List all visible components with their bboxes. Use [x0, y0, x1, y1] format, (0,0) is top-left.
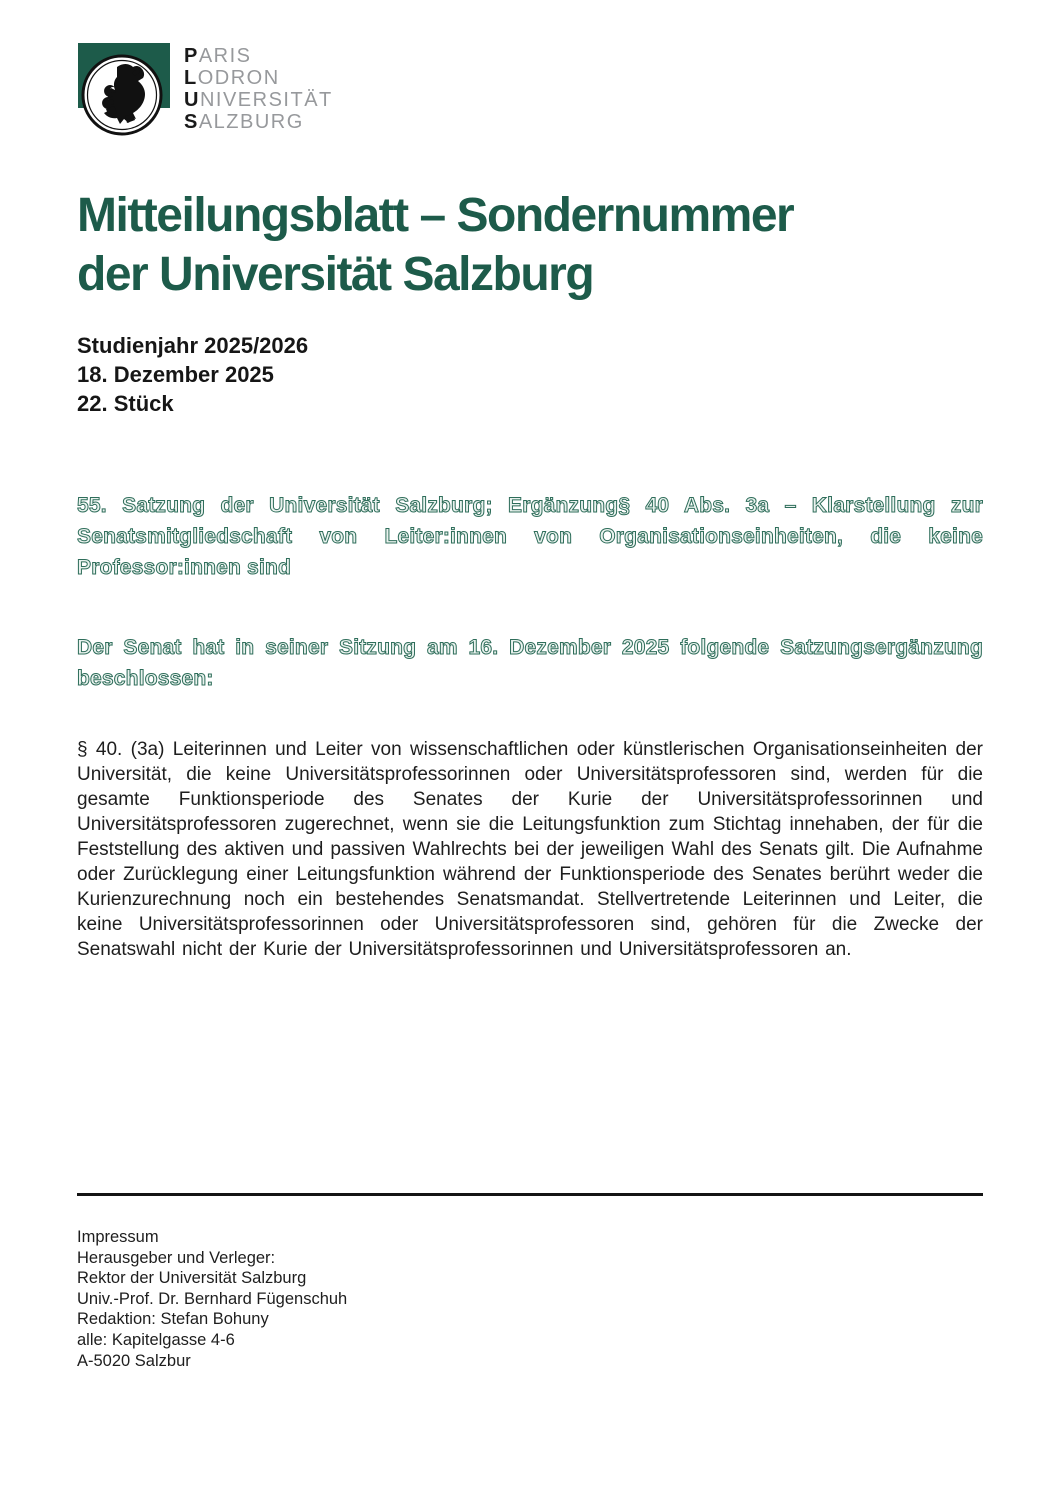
impressum-city: A-5020 Salzbur: [77, 1351, 191, 1370]
logo-wordmark: [172, 43, 333, 133]
impressum-address: alle: Kapitelgasse 4-6: [77, 1330, 235, 1349]
page-title: [77, 186, 793, 304]
logo-line-salzburg: SALZBURG: [184, 111, 304, 133]
impressum-publisher-label: Herausgeber und Verleger:: [77, 1248, 276, 1267]
impressum-redaktion: Redaktion: Stefan Bohuny: [77, 1310, 269, 1329]
logo-line-universitaet: UNIVERSITÄT: [184, 89, 333, 111]
issue-meta: [77, 331, 308, 418]
logo-line-paris: PARIS: [184, 45, 252, 67]
logo-mark: [78, 43, 172, 138]
impressum: [77, 1227, 347, 1371]
footer-divider: [77, 1193, 983, 1196]
impressum-rector: Univ.-Prof. Dr. Bernhard Fügenschuh: [77, 1289, 348, 1308]
meta-date: 18. Dezember 2025: [77, 362, 274, 387]
page-title-line2: der Universität Salzburg: [77, 248, 594, 301]
logo-line-lodron: LODRON: [184, 67, 280, 89]
impressum-title: Impressum: [77, 1228, 159, 1246]
salzburg-lion-icon: [80, 53, 164, 137]
university-logo: [78, 43, 333, 138]
statute-section-heading: 55. Satzung der Universität Salzburg; Ergänzung§ 40 Abs. 3a – Klarstellung zur Senatsmitgliedschaft von Leiter:innen von Organisationseinheiten, die keine Professor:innen sind: [77, 494, 983, 579]
impressum-publisher: Rektor der Universität Salzburg: [77, 1269, 307, 1288]
meta-issue-number: 22. Stück: [77, 391, 174, 416]
meta-studienjahr: Studienjahr 2025/2026: [77, 333, 309, 358]
senate-resolution-intro: Der Senat hat in seiner Sitzung am 16. Dezember 2025 folgende Satzungsergänzung beschlossen:: [77, 636, 983, 690]
page-title-line1: Mitteilungsblatt – Sondernummer: [77, 189, 794, 242]
statute-paragraph: § 40. (3a) Leiterinnen und Leiter von wissenschaftlichen oder künstlerischen Organisationseinheiten der Universität, die keine Universitätsprofessorinnen oder Universitätsprofessoren sind, werden für die gesamte Funktionsperiode des Senates der Kurie der Universitätsprofessorinnen und Universitätsprofessoren zugerechnet, wenn sie die Leitungsfunktion zum Stichtag innehaben, der für die Feststellung des aktiven und passiven Wahlrechts bei der jeweiligen Wahl des Senats gilt. Die Aufnahme oder Zurücklegung einer Leitungsfunktion während der Funktionsperiode des Senates berührt weder die Kurienzurechnung noch ein bestehendes Senatsmandat. Stellvertretende Leiterinnen und Leiter, die keine Universitätsprofessorinnen oder Universitätsprofessoren sind, gehören für die Zwecke der Senatswahl nicht der Kurie der Universitätsprofessorinnen und Universitätsprofessoren an.: [77, 739, 983, 960]
